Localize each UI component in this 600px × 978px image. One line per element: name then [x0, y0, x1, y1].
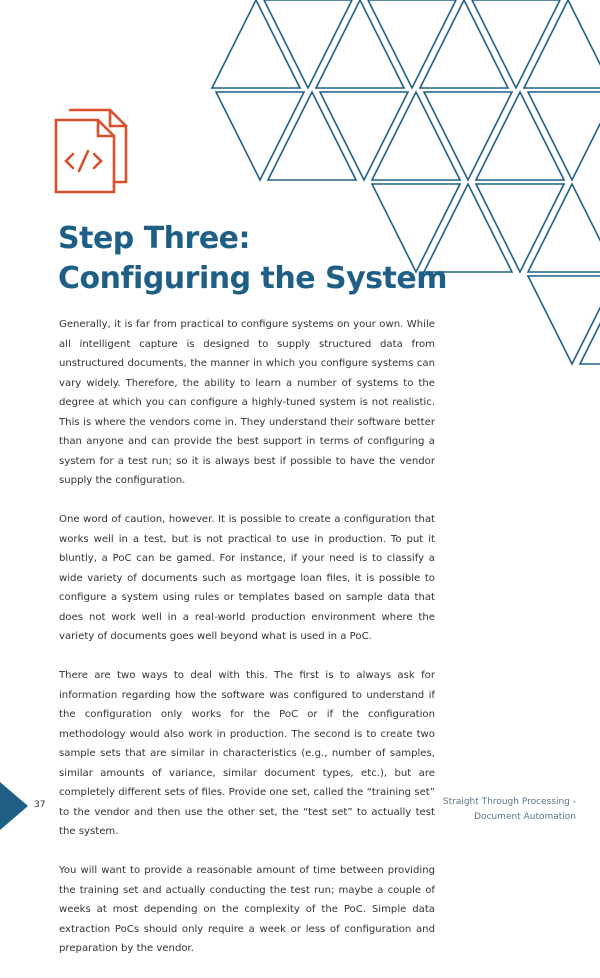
title-line-1: Step Three:	[58, 221, 251, 256]
paragraph: One word of caution, however. It is possible to create a configuration that works well in a test, but is not practical to use in production. To put it bluntly, a PoC can be gamed. For instance, if your need is to classify a wide variety of documents such as mortgage loan files, it is possible to configure a system using rules or templates based on sample data that does not work well in a real-world production environment where the variety of documents goes well beyond what is used in a PoC.	[59, 514, 435, 642]
page-title	[58, 219, 447, 299]
paragraph: Generally, it is far from practical to configure systems on your own. While all intelligent capture is designed to supply structured data from unstructured documents, the manner in which you configure systems can vary widely. Therefore, the ability to learn a number of systems to the degree at which you can configure a highly-tuned system is not realistic. This is where the vendors come in. They understand their software better than anyone and can provide the best support in terms of configuring a system for a test run; so it is always best if possible to have the vendor supply the configuration.	[59, 319, 435, 486]
footer-document-title	[443, 795, 576, 825]
triangle-shape	[528, 276, 600, 364]
page-number: 37	[34, 800, 46, 810]
page-marker-triangle	[0, 782, 28, 830]
footer-title-line-1: Straight Through Processing -	[442, 797, 576, 807]
paragraph: You will want to provide a reasonable amount of time between providing the training set and actually conducting the test run; maybe a couple of weeks at most depending on the complexity of the PoC. Simple data extraction PoCs should only require a week or less of configuration and preparation by the vendor.	[59, 865, 435, 954]
triangle-shape	[580, 276, 600, 364]
title-line-2: Configuring the System	[58, 261, 447, 296]
code-document-icon	[52, 108, 128, 194]
footer-title-line-2: Document Automation	[474, 812, 576, 822]
triangle-shape	[528, 92, 600, 180]
body-text	[59, 315, 435, 978]
triangle-shape	[524, 0, 600, 88]
triangle-shape	[528, 184, 600, 272]
paragraph: There are two ways to deal with this. The first is to always ask for information regarding how the software was configured to understand if the configuration only works for the PoC or if the configuration methodology would also work in production. The second is to create two sample sets that are similar in characteristics (e.g., number of samples, similar amounts of variance, similar document types, etc.), but are completely different sets of files. Provide one set, called the “training set” to the vendor and then use the other set, the “test set” to actually test the system.	[59, 670, 435, 837]
